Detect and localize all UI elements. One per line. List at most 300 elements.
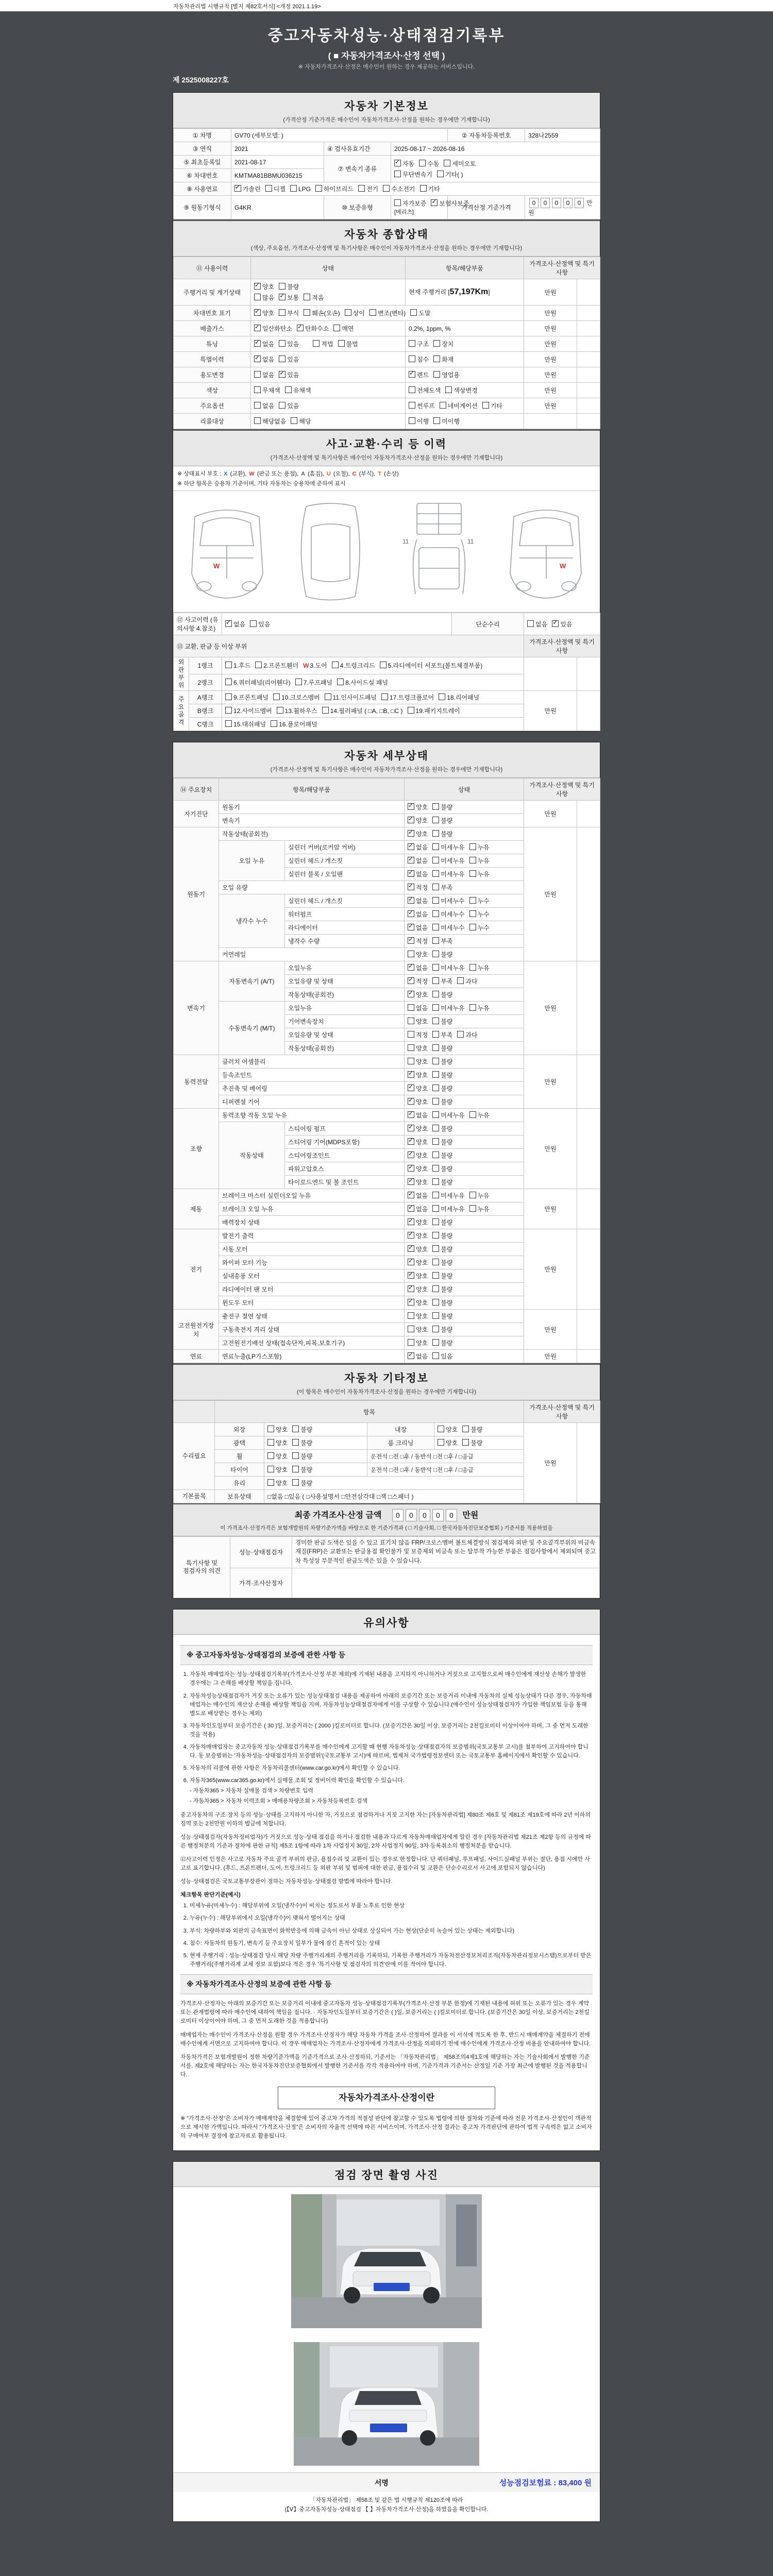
price-digit: 0	[552, 198, 561, 208]
checkbox-icon	[432, 910, 439, 917]
checkbox-option[interactable]: 양호	[267, 1439, 288, 1447]
checkbox-option[interactable]: ✓ 양호	[408, 1085, 428, 1092]
checkbox-option[interactable]: 없음	[254, 402, 274, 410]
checkbox-option[interactable]: 수소전기	[383, 185, 415, 193]
checkbox-option[interactable]: 불량	[432, 1018, 452, 1025]
checkbox-option[interactable]: 19.패키지트레이	[408, 707, 460, 715]
checkbox-option[interactable]: 미세누유	[432, 1005, 464, 1012]
price-cell: 만원	[524, 1055, 577, 1109]
checkbox-option[interactable]: 미세누유	[432, 1112, 464, 1119]
checkbox-option[interactable]: 미세누수	[432, 924, 464, 931]
checkbox-option[interactable]: 불량	[432, 991, 452, 998]
checkbox-option[interactable]: 15.대쉬패널	[225, 721, 266, 728]
checkbox-option[interactable]: 불량	[432, 831, 452, 838]
checkbox-icon	[482, 402, 489, 409]
checkbox-option[interactable]: ✓ 양호	[408, 1232, 428, 1240]
checkbox-option[interactable]: ✓ 없음	[408, 924, 428, 931]
opinion-text: 경미한 판금 도색은 있을 수 있고 표기치 않음 FRP/크로스멤버 볼트체결방식 점검제외 외판 및 주요골격부위의 비금속재질(FRP)은 교환또는 판금용접 확인불가 및 보증제외 비금속 또는 탈부착 가능한 부품은 점검사항에서 제외되며 중고차 특성상 부분적인 판금도색은 있을 수 있습니다.	[292, 1537, 600, 1568]
checkbox-icon	[250, 620, 257, 627]
checkbox-option[interactable]: ✓ 양호	[408, 1072, 428, 1079]
checkbox-option[interactable]: 누유	[469, 844, 490, 851]
checkbox-option[interactable]: ✓ 양호	[408, 1139, 428, 1146]
checkbox-option[interactable]: 불량	[462, 1439, 482, 1447]
checkbox-option[interactable]: 9.프론트패널	[225, 694, 268, 701]
checkbox-icon	[291, 417, 297, 424]
checkbox-option[interactable]: ✓없음	[225, 621, 245, 628]
section-note: (이 항목은 매수인이 자동차가격조사·산정을 원하는 경우에만 기재합니다)	[296, 1389, 477, 1395]
comp-row	[174, 398, 600, 414]
checkbox-option[interactable]: ✓ 가솔린	[234, 185, 261, 193]
checkbox-icon	[469, 897, 476, 904]
checkbox-option[interactable]: ✓ 없음	[408, 844, 428, 851]
checkbox-option[interactable]: 적음	[304, 294, 324, 301]
checkbox-icon	[432, 843, 439, 850]
checkbox-option[interactable]: ✓ 양호	[408, 1219, 428, 1226]
checkbox-option[interactable]: 불법	[338, 341, 358, 348]
checkbox-option[interactable]: 양호	[408, 1018, 428, 1025]
photo-front-illustration	[291, 2194, 482, 2328]
checkbox-option[interactable]: 7.루프패널	[295, 679, 332, 686]
checkbox-option[interactable]: ✓자동	[394, 160, 414, 167]
criteria-item: 2. 누유(누수) : 해당부위에서 오일(냉각수)이 맺혀서 떨어지는 상태	[190, 1914, 593, 1923]
checkbox-option[interactable]: 부족	[432, 978, 452, 985]
checkbox-option[interactable]: ✓ 양호	[408, 1286, 428, 1293]
checkbox-option[interactable]: ✓ 양호	[408, 804, 428, 811]
checkbox-icon	[440, 402, 446, 409]
detail-row	[174, 827, 600, 841]
price-digit: 0	[541, 198, 550, 208]
checkbox-option[interactable]: 유채색	[285, 387, 311, 394]
svg-text:W: W	[213, 562, 220, 570]
checkbox-option[interactable]: ✓ 양호	[408, 991, 428, 998]
hold-state-label: 보유상태	[215, 1490, 264, 1503]
checkbox-option[interactable]: 불량	[432, 1273, 452, 1280]
checkbox-option[interactable]: 화재	[433, 356, 453, 363]
price-cell: 만원	[524, 383, 577, 398]
checkbox-option[interactable]: ✓ 없음	[408, 1353, 428, 1360]
checkbox-option[interactable]: 누유	[469, 1005, 490, 1012]
checkbox-icon	[432, 1165, 439, 1172]
etc-checks	[264, 1477, 524, 1490]
checkbox-icon	[432, 1151, 439, 1158]
price-cell: 만원	[524, 398, 577, 414]
item-part: 파워고압호스	[285, 1162, 405, 1176]
checkbox-option[interactable]: 불량	[432, 1072, 452, 1079]
checkbox-icon	[408, 707, 414, 714]
checkbox-option[interactable]: 불량	[432, 1299, 452, 1307]
checkbox-option[interactable]: 미세누수	[432, 911, 464, 918]
checkbox-option[interactable]: 부족	[432, 938, 452, 945]
checkbox-option[interactable]: ✓ 양호	[408, 831, 428, 838]
criteria-title: 체크항목 판단기준(예시)	[180, 1892, 241, 1899]
checkbox-icon	[432, 897, 439, 904]
checkbox-option[interactable]: ✓ 양호	[408, 1098, 428, 1106]
legend-desc: (손상)	[384, 471, 399, 477]
checkbox-icon	[408, 1232, 414, 1239]
checkbox-option[interactable]: ✓ 보험사보증	[431, 200, 469, 207]
checkbox-option[interactable]: 불량	[292, 1426, 312, 1433]
checkbox-option[interactable]: 많음	[254, 294, 274, 301]
checkbox-option[interactable]: 이행	[409, 418, 429, 425]
checkbox-option[interactable]: 불량	[432, 804, 452, 811]
state-checks	[405, 1042, 524, 1055]
checkbox-option[interactable]: 해당없음	[254, 418, 286, 425]
checkbox-icon	[432, 1178, 439, 1185]
rank-items	[222, 718, 524, 731]
column-header: 상태	[405, 778, 524, 801]
checkbox-option[interactable]: 과다	[457, 978, 477, 985]
checkbox-option[interactable]: ✓ 없음	[408, 1206, 428, 1213]
checkbox-option[interactable]: 부족	[432, 1031, 452, 1039]
checkbox-option[interactable]: 11.인사이드패널	[325, 694, 377, 701]
checkbox-icon	[408, 884, 414, 890]
checkbox-option[interactable]: 양호	[408, 1058, 428, 1065]
state-checks	[405, 814, 524, 827]
checkbox-option[interactable]: ✓ 있음	[279, 371, 299, 379]
checkbox-option[interactable]: ✓ 양호	[408, 1152, 428, 1159]
checkbox-option[interactable]: 4.트렁크리드	[332, 662, 375, 669]
checkbox-option[interactable]: 해당	[291, 418, 311, 425]
checkbox-option[interactable]: 영업용	[433, 371, 460, 379]
etc-checks	[434, 1436, 524, 1450]
checkbox-option[interactable]: 6.쿼터패널(리어휀다)	[225, 679, 291, 686]
checkbox-option[interactable]: 불량	[292, 1439, 312, 1447]
checkbox-option[interactable]: 불량	[292, 1466, 312, 1473]
checkbox-option[interactable]: 있음	[250, 621, 270, 628]
checkbox-option[interactable]: 양호	[408, 1313, 428, 1320]
item-category: 냉각수 누수	[219, 894, 285, 948]
checkbox-option[interactable]: 13.휠하우스	[277, 707, 317, 715]
checkbox-option[interactable]: 도말	[410, 310, 430, 317]
checkbox-option[interactable]: ✓ 양호	[254, 310, 274, 317]
checkbox-option[interactable]: ✓ 없음	[254, 356, 274, 363]
checkbox-icon	[433, 340, 440, 347]
column-header: 항목/해당부품	[406, 257, 524, 279]
checkbox-option[interactable]: 5.라디에이터 서포트(볼트체결부품)	[380, 662, 483, 669]
checkbox-option[interactable]: 침수	[409, 356, 429, 363]
checkbox-icon	[433, 371, 440, 378]
svg-text:11: 11	[402, 538, 409, 545]
checkbox-option[interactable]: 불량	[432, 1152, 452, 1159]
inspection-fee	[499, 2477, 592, 2488]
base-price-value: 0 0 0 0 0 만원	[525, 196, 600, 219]
detail-state-table	[173, 778, 600, 1363]
checkbox-option[interactable]: 양호	[267, 1480, 288, 1487]
checkbox-option[interactable]: ✓ 렌트	[409, 371, 429, 379]
checkbox-option[interactable]: 무단변속기	[394, 171, 432, 178]
checkbox-option[interactable]: 과다	[457, 1031, 477, 1039]
checkbox-icon	[432, 870, 439, 877]
legend-code: W	[249, 471, 255, 477]
checkbox-option[interactable]: ✓양호	[254, 283, 274, 291]
checkbox-option[interactable]: 불량	[432, 1058, 452, 1065]
checkbox-option[interactable]: 매연	[333, 325, 354, 332]
checkbox-option[interactable]: 부족	[432, 884, 452, 891]
checkbox-option[interactable]: ✓ 일산화탄소	[254, 325, 292, 332]
section-note: (색상, 주요옵션, 가격조사·산정액 및 특기사항은 매수인이 자동차가격조사·산정을 원하는 경우에만 기재합니다)	[250, 245, 523, 251]
checkbox-option[interactable]: 미세누유	[432, 1206, 464, 1213]
checkbox-option[interactable]: 불량	[292, 1480, 312, 1487]
price-cell: 만원	[524, 352, 577, 367]
detail-row	[174, 1350, 600, 1363]
criteria-item: 4. 침수: 자동차의 원동기, 변속기 등 주요장치 일부가 물에 잠긴 흔적이 있는 상태	[190, 1939, 593, 1948]
checkbox-option[interactable]: LPG	[290, 185, 311, 193]
comp-row	[174, 352, 600, 367]
checkbox-option[interactable]: 불량	[432, 1045, 452, 1052]
checkbox-option[interactable]: 색상변경	[445, 387, 477, 394]
checkbox-option[interactable]: 없음	[527, 621, 547, 628]
checkbox-option[interactable]: ✓ 양호	[408, 817, 428, 824]
checkbox-option[interactable]: ✓ 없음	[408, 871, 428, 878]
item-part: 작동상태(공회전)	[285, 1042, 405, 1055]
checkbox-option[interactable]: 미세누유	[432, 1192, 464, 1199]
checkbox-option[interactable]: 누유	[469, 1206, 490, 1213]
price-cell: 만원	[524, 1310, 577, 1350]
checkbox-icon	[225, 620, 232, 627]
price-cell: 만원	[524, 801, 577, 827]
checkbox-option[interactable]: 있음	[279, 402, 299, 410]
checkbox-icon	[408, 937, 414, 944]
checkbox-option[interactable]: 누수	[469, 897, 490, 905]
checkbox-icon	[408, 1031, 414, 1038]
checkbox-option[interactable]: 장치	[433, 341, 453, 348]
checkbox-option[interactable]: 없음	[254, 371, 274, 379]
price-cell	[524, 414, 577, 429]
item-checks	[406, 383, 524, 398]
checkbox-option[interactable]: 불량	[432, 1246, 452, 1253]
item-part: 라디에이터 팬 모터	[219, 1283, 405, 1296]
checkbox-option[interactable]: 8.사이드실 패널	[337, 679, 388, 686]
checkbox-option[interactable]: 불량	[432, 1179, 452, 1186]
state-checks	[251, 279, 406, 306]
checkbox-option[interactable]: 불량	[432, 1098, 452, 1106]
checkbox-option[interactable]: ✓ 없음	[408, 1112, 428, 1119]
checkbox-option[interactable]: 구조	[409, 341, 429, 348]
checkbox-option[interactable]: 불량	[432, 1139, 452, 1146]
checkbox-icon	[410, 309, 417, 316]
checkbox-option[interactable]: 있음	[279, 341, 299, 348]
state-checks	[405, 1162, 524, 1176]
detail-row	[174, 1189, 600, 1202]
checkbox-icon	[292, 1466, 299, 1472]
checkbox-option[interactable]: 적법	[313, 341, 333, 348]
checkbox-icon	[408, 1285, 414, 1292]
remark-cell	[577, 1055, 600, 1109]
state-checks	[405, 1109, 524, 1122]
checkbox-option[interactable]: 디젤	[265, 185, 285, 193]
checkbox-option[interactable]: 자가보증	[394, 200, 426, 207]
emission-values: 0.2%, 1ppm, %	[409, 325, 451, 332]
checkbox-option[interactable]: 미세누유	[432, 964, 464, 972]
hold-state-checks: □없음 □있음 ( □사용설명서 □안전삼각대 □잭 □스패너 )	[264, 1490, 524, 1503]
checkbox-option[interactable]: 누수	[469, 911, 490, 918]
checkbox-option[interactable]: ✓ 없음	[254, 341, 274, 348]
price-definition-box-title: 자동차가격조사·산정이란	[278, 2087, 495, 2109]
checkbox-option[interactable]: 누유	[469, 1192, 490, 1199]
etc-item-label: 유리	[215, 1477, 264, 1490]
checkbox-option[interactable]: ✓ 양호	[408, 1259, 428, 1266]
checkbox-option[interactable]: 불량	[279, 283, 299, 291]
checkbox-option[interactable]: 양호	[438, 1439, 458, 1447]
checkbox-option[interactable]: 12.사이드멤버	[225, 707, 272, 715]
etc-item-label: 광택	[215, 1436, 264, 1450]
checkbox-option[interactable]: ✓ 적정	[408, 938, 428, 945]
checkbox-icon	[469, 910, 476, 917]
legend-desc: (요철),	[333, 471, 350, 477]
notice-item: 1. 자동차 매매업자는 성능·상태점검기록부(가격조사·산정 부분 제외)에 기재된 내용을 고지하지 아니하거나 거짓으로 고지함으로써 매수인에게 재산상 손해가 발생한 경우에는 그 손해를 배상할 책임을 집니다.	[190, 1670, 593, 1688]
checkbox-option[interactable]: 미세누유	[432, 857, 464, 865]
checkbox-option[interactable]: 누수	[469, 924, 490, 931]
checkbox-option[interactable]: 상이	[345, 310, 365, 317]
checkbox-option[interactable]: 있음	[279, 356, 299, 363]
checkbox-option[interactable]: ✓ 있음	[552, 621, 572, 628]
checkbox-option[interactable]: ✓ 보통	[279, 294, 299, 301]
item-part: 커먼레일	[219, 948, 405, 961]
item-part: 스티어링 기어(MDPS포함)	[285, 1136, 405, 1149]
fuel-checks	[231, 182, 600, 196]
checkbox-option[interactable]: 무채색	[254, 387, 280, 394]
checkbox-icon	[408, 1245, 414, 1252]
checkbox-option[interactable]: 16.플로어패널	[271, 721, 317, 728]
checkbox-option[interactable]: 누유	[469, 964, 490, 972]
checkbox-option[interactable]: 누유	[469, 1112, 490, 1119]
checkbox-option[interactable]: ✓ 없음	[408, 964, 428, 972]
state-checks	[405, 1283, 524, 1296]
checkbox-option[interactable]: ✓ 적정	[408, 884, 428, 891]
checkbox-option[interactable]: ✓ 양호	[408, 1125, 428, 1132]
checkbox-icon	[225, 693, 232, 700]
checkbox-icon	[432, 1031, 439, 1038]
checkbox-option[interactable]: 세미오토	[444, 160, 476, 167]
checkbox-option[interactable]: 불량	[432, 1340, 452, 1347]
checkbox-option[interactable]: ✓ 없음	[408, 1192, 428, 1199]
checkbox-option[interactable]: 미세누수	[432, 897, 464, 905]
state-checks	[405, 1336, 524, 1350]
checkbox-option[interactable]: 미세누유	[432, 871, 464, 878]
checkbox-option[interactable]: 양호	[267, 1466, 288, 1473]
checkbox-option[interactable]: ✓ 양호	[408, 1273, 428, 1280]
checkbox-option[interactable]: 불량	[432, 951, 452, 958]
notice-item: 5. 자동차의 리콜에 관한 사항은 자동차리콜센터(www.car.go.kr)에서 확인할 수 있습니다.	[190, 1764, 593, 1773]
checkbox-icon	[432, 1272, 439, 1279]
item-part: 구동축전지 격리 상태	[219, 1323, 405, 1336]
checkbox-option[interactable]: 불량	[432, 1125, 452, 1132]
checkbox-icon	[432, 964, 439, 971]
checkbox-option[interactable]: 불량	[432, 1313, 452, 1320]
checkbox-option[interactable]: ✓ 양호	[408, 1246, 428, 1253]
checkbox-option[interactable]: 17.트렁크플로어	[381, 694, 434, 701]
checkbox-option[interactable]: ✓ 양호	[408, 1299, 428, 1307]
state-checks	[405, 1216, 524, 1229]
checkbox-icon	[277, 707, 283, 714]
checkbox-option[interactable]: 변조(변타)	[369, 310, 406, 317]
price-cell: 만원	[524, 1229, 577, 1310]
checkbox-icon	[265, 185, 272, 192]
checkbox-option[interactable]: 하이브리드	[315, 185, 354, 193]
checkbox-option[interactable]: 누유	[469, 871, 490, 878]
checkbox-option[interactable]: ✓ 적정	[408, 978, 428, 985]
checkbox-option[interactable]: 기타	[420, 185, 440, 193]
checkbox-option[interactable]: 네비게이션	[440, 402, 478, 410]
checkbox-icon	[234, 185, 241, 192]
checkbox-option[interactable]: 14.필러패널 ( □A, □B, □C )	[322, 707, 403, 715]
checkbox-option[interactable]: 양호	[438, 1426, 458, 1433]
checkbox-option[interactable]: 1.후드	[225, 662, 250, 669]
checkbox-option[interactable]: 양호	[267, 1426, 288, 1433]
checkbox-option[interactable]: 불량	[432, 1219, 452, 1226]
checkbox-option[interactable]: 수동	[419, 160, 439, 167]
checkbox-option[interactable]: 기타( )	[437, 171, 463, 178]
checkbox-option[interactable]: 10.크로스멤버	[273, 694, 320, 701]
checkbox-icon	[462, 1426, 469, 1432]
checkbox-option[interactable]: 없음	[408, 1005, 428, 1012]
checkbox-icon	[408, 1044, 414, 1051]
checkbox-option[interactable]: 불량	[432, 1165, 452, 1173]
checkbox-icon	[432, 1044, 439, 1051]
checkbox-option[interactable]: ✓ 없음	[408, 911, 428, 918]
checkbox-option[interactable]: 미이행	[433, 418, 460, 425]
checkbox-option[interactable]: 양호	[408, 951, 428, 958]
checkbox-option[interactable]: ✓ 탄화수소	[297, 325, 329, 332]
engine-type-value: G4KR	[231, 196, 324, 219]
checkbox-icon	[254, 417, 261, 424]
checkbox-option[interactable]: 미세누유	[432, 844, 464, 851]
checkbox-option[interactable]: 기타	[482, 402, 502, 410]
checkbox-option[interactable]: 썬루프	[409, 402, 435, 410]
checkbox-option[interactable]: 불량	[432, 1232, 452, 1240]
checkbox-option[interactable]: 불량	[292, 1453, 312, 1460]
checkbox-option[interactable]: 양호	[408, 1045, 428, 1052]
checkbox-option[interactable]: 훼손(오손)	[304, 310, 340, 317]
checkbox-option[interactable]: 불량	[432, 1085, 452, 1092]
checkbox-icon	[380, 662, 386, 668]
checkbox-option[interactable]: 불량	[432, 817, 452, 824]
checkbox-option[interactable]: 불량	[432, 1326, 452, 1333]
field-label: ⑥ 차대번호	[174, 169, 231, 182]
checkbox-option[interactable]: 불량	[432, 1259, 452, 1266]
checkbox-option[interactable]: 전기	[358, 185, 378, 193]
state-code-legend: ※ 상태표시 부호 : X (교환), W (판금 또는 용접), A (흠집), U (요철), C (부식), T (손상) ※ 하단 항목은 승용차 기준이며, 기타 자동차는 승용차에 준하여 표시	[173, 466, 600, 491]
checkbox-option[interactable]: ✓ 없음	[408, 897, 428, 905]
checkbox-option[interactable]: ✓ 양호	[408, 1179, 428, 1186]
checkbox-option[interactable]: 부식	[279, 310, 299, 317]
price-digit: 0	[392, 1509, 404, 1521]
checkbox-option[interactable]: 불량	[432, 1286, 452, 1293]
checkbox-option[interactable]: 양호	[408, 1340, 428, 1347]
checkbox-option[interactable]: 불량	[462, 1426, 482, 1433]
column-header: 항목/해당부품	[219, 778, 405, 801]
checkbox-option[interactable]: 있음	[432, 1353, 452, 1360]
rank-label: A랭크	[189, 691, 222, 704]
checkbox-option[interactable]: 누유	[469, 857, 490, 865]
checkbox-icon	[432, 1339, 439, 1346]
checkbox-icon	[408, 1098, 414, 1105]
checkbox-option[interactable]: ✓ 양호	[408, 1165, 428, 1173]
checkbox-option[interactable]: 전체도색	[409, 387, 441, 394]
checkbox-icon	[469, 924, 476, 930]
column-header: ⑪ 사용이력	[174, 257, 251, 279]
checkbox-option[interactable]: 양호	[267, 1453, 288, 1460]
checkbox-option[interactable]: 2.프론트휀더	[255, 662, 298, 669]
checkbox-icon	[432, 1299, 439, 1306]
state-checks	[405, 1028, 524, 1042]
state-checks	[251, 398, 406, 414]
checkbox-option[interactable]: 양호	[408, 1326, 428, 1333]
checkbox-option[interactable]: 18.리어패널	[439, 694, 479, 701]
checkbox-option[interactable]: 적정	[408, 1031, 428, 1039]
checkbox-option[interactable]: ✓ 없음	[408, 857, 428, 865]
checkbox-icon	[408, 870, 414, 877]
